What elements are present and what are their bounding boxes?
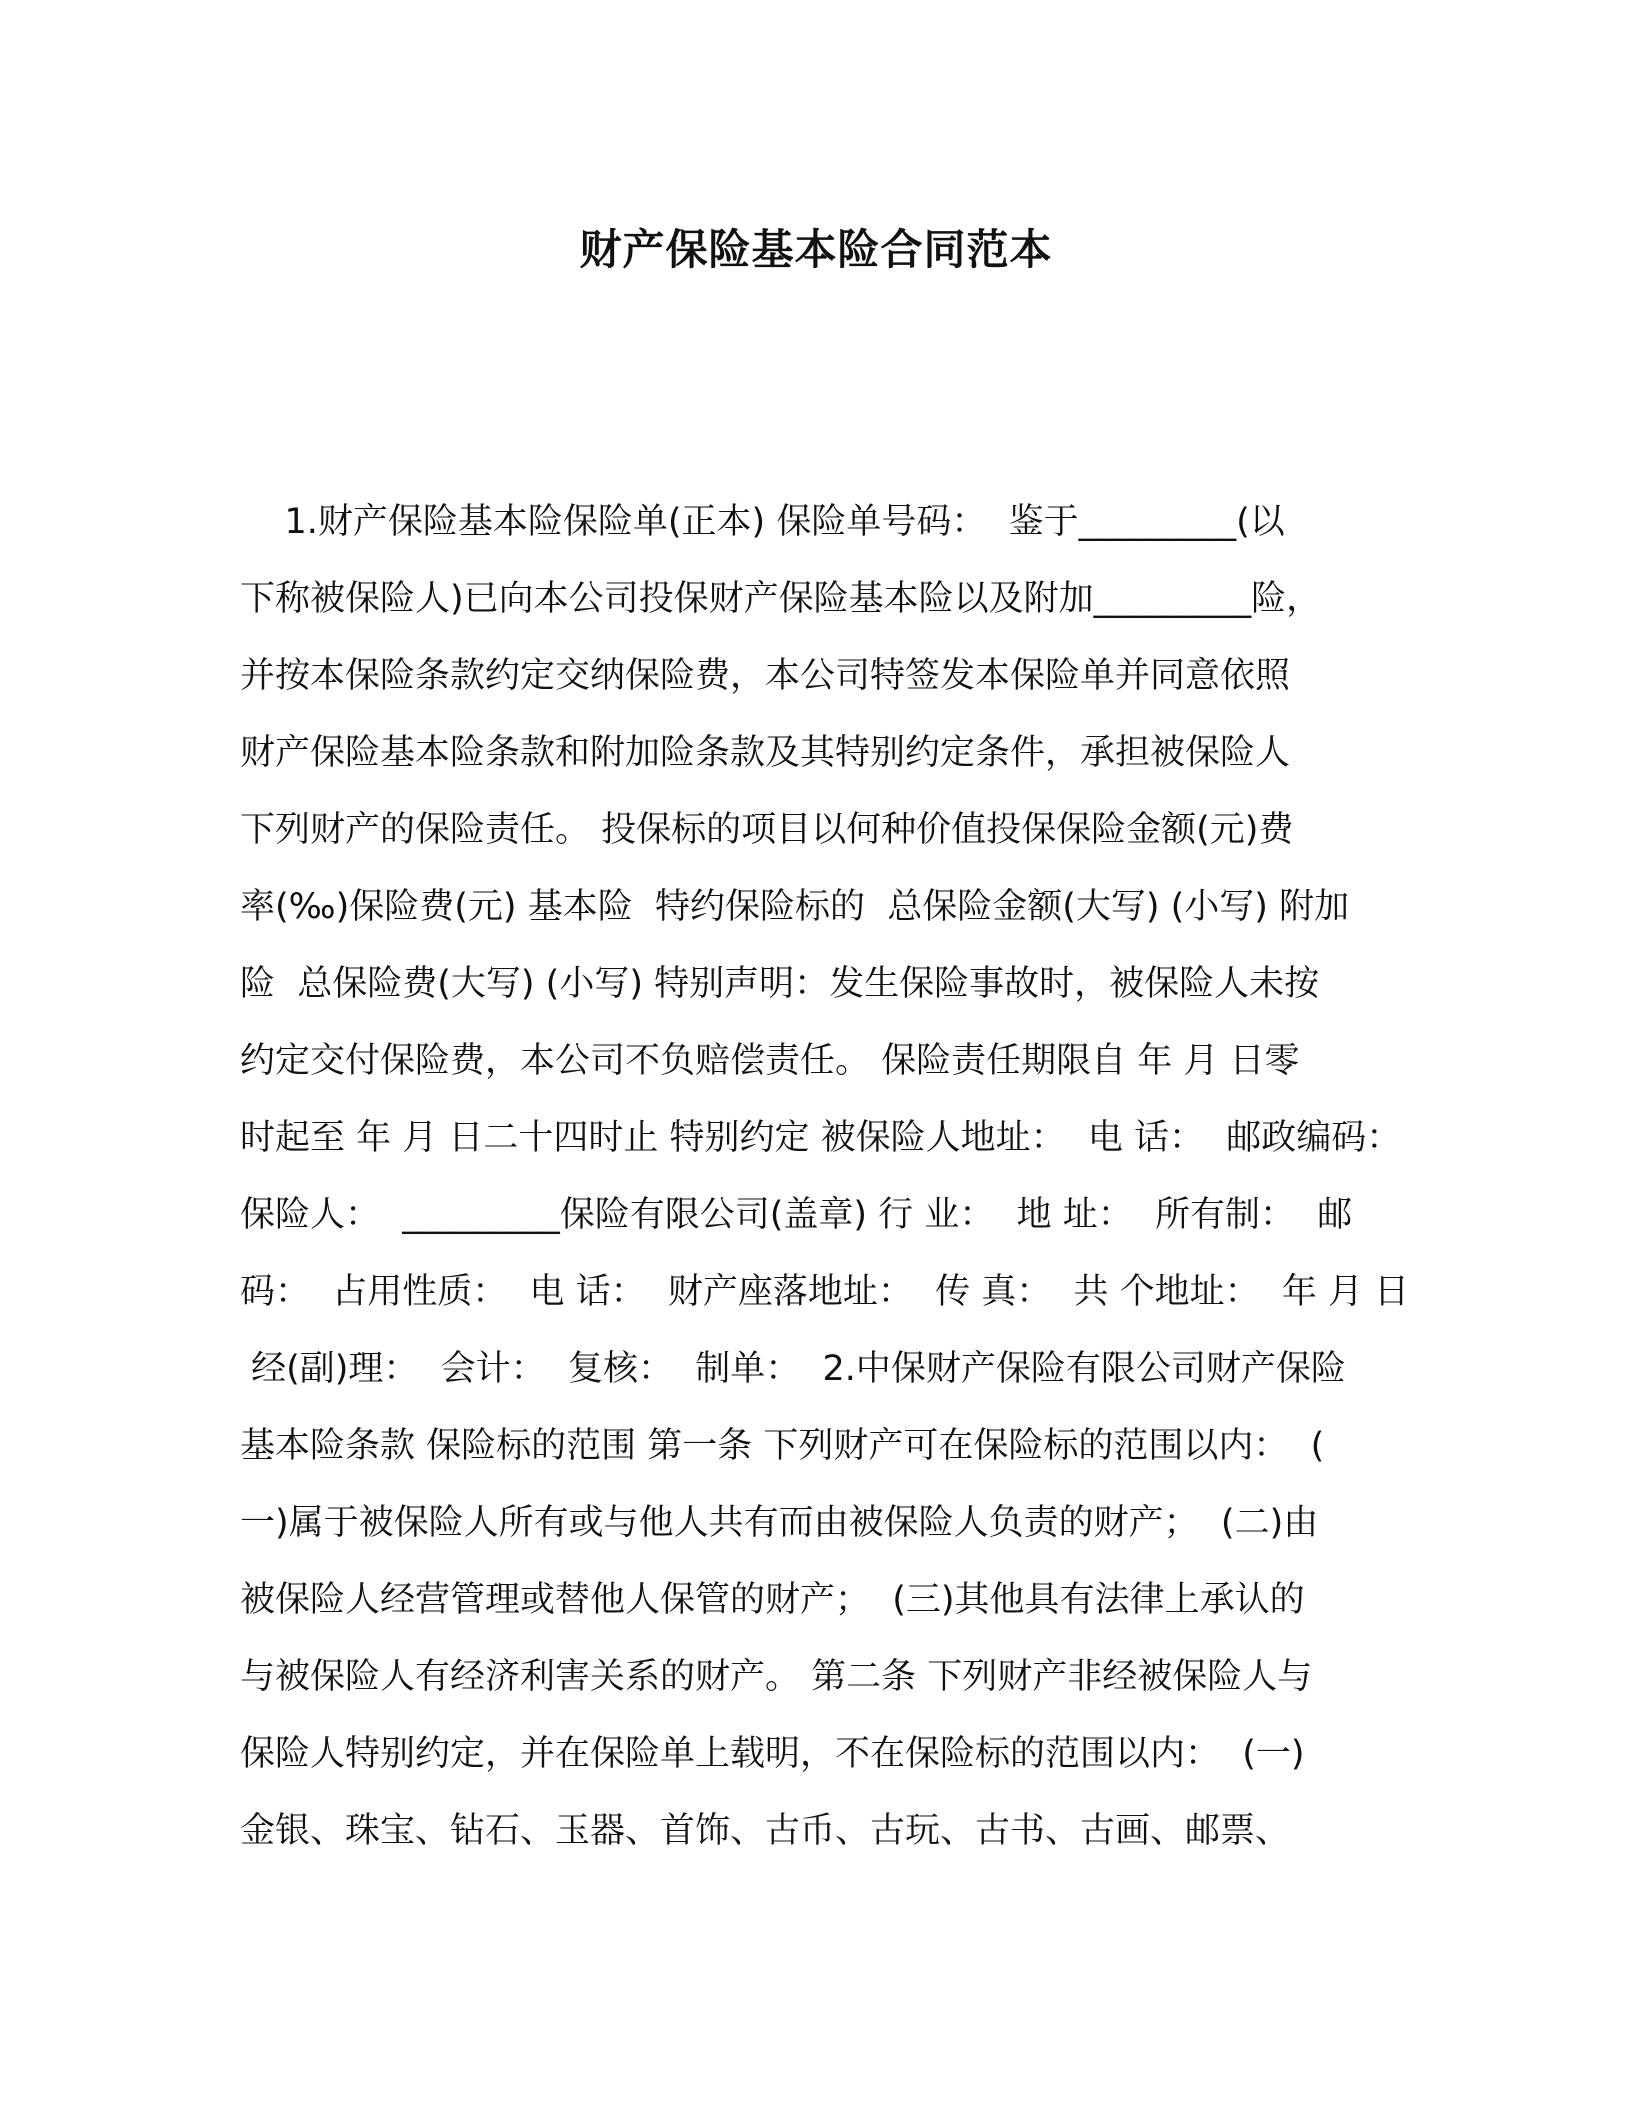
- body-line: 被保险人经营管理或替他人保管的财产； (三)其他具有法律上承认的: [240, 1580, 1305, 1620]
- body-line: 约定交付保险费，本公司不负赔偿责任。 保险责任期限自 年 月 日零: [240, 1041, 1300, 1081]
- body-line: 1.财产保险基本险保险单(正本) 保险单号码： 鉴于_________(以: [240, 502, 1285, 542]
- body-line: 险 总保险费(大写) (小写) 特别声明：发生保险事故时，被保险人未按: [240, 964, 1320, 1004]
- body-line: 下列财产的保险责任。 投保标的项目以何种价值投保保险金额(元)费: [240, 810, 1294, 850]
- body-line: 保险人特别约定，并在保险单上载明，不在保险标的范围以内： (一): [240, 1734, 1305, 1774]
- body-line: 并按本保险条款约定交纳保险费，本公司特签发本保险单并同意依照: [240, 656, 1291, 696]
- document-body: [240, 490, 1410, 1876]
- body-line: 经(副)理： 会计： 复核： 制单： 2.中保财产保险有限公司财产保险: [240, 1349, 1346, 1389]
- body-line: 保险人： _________保险有限公司(盖章) 行 业： 地 址： 所有制： 邮: [240, 1195, 1353, 1235]
- body-line: 金银、珠宝、钻石、玉器、首饰、古币、古玩、古书、古画、邮票、: [240, 1811, 1291, 1851]
- body-line: 财产保险基本险条款和附加险条款及其特别约定条件，承担被保险人: [240, 733, 1291, 773]
- body-line: 一)属于被保险人所有或与他人共有而由被保险人负责的财产； (二)由: [240, 1503, 1319, 1543]
- body-line: 率(‰)保险费(元) 基本险 特约保险标的 总保险金额(大写) (小写) 附加: [240, 887, 1350, 927]
- body-line: 码： 占用性质： 电 话： 财产座落地址： 传 真： 共 个地址： 年 月 日: [240, 1272, 1410, 1312]
- body-line: 时起至 年 月 日二十四时止 特别约定 被保险人地址： 电 话： 邮政编码：: [240, 1118, 1402, 1158]
- body-line: 与被保险人有经济利害关系的财产。 第二条 下列财产非经被保险人与: [240, 1657, 1313, 1697]
- document-title: 财产保险基本险合同范本: [579, 225, 1053, 274]
- body-line: 基本险条款 保险标的范围 第一条 下列财产可在保险标的范围以内： (: [240, 1426, 1325, 1466]
- body-line: 下称被保险人)已向本公司投保财产保险基本险以及附加_________险，: [240, 579, 1322, 619]
